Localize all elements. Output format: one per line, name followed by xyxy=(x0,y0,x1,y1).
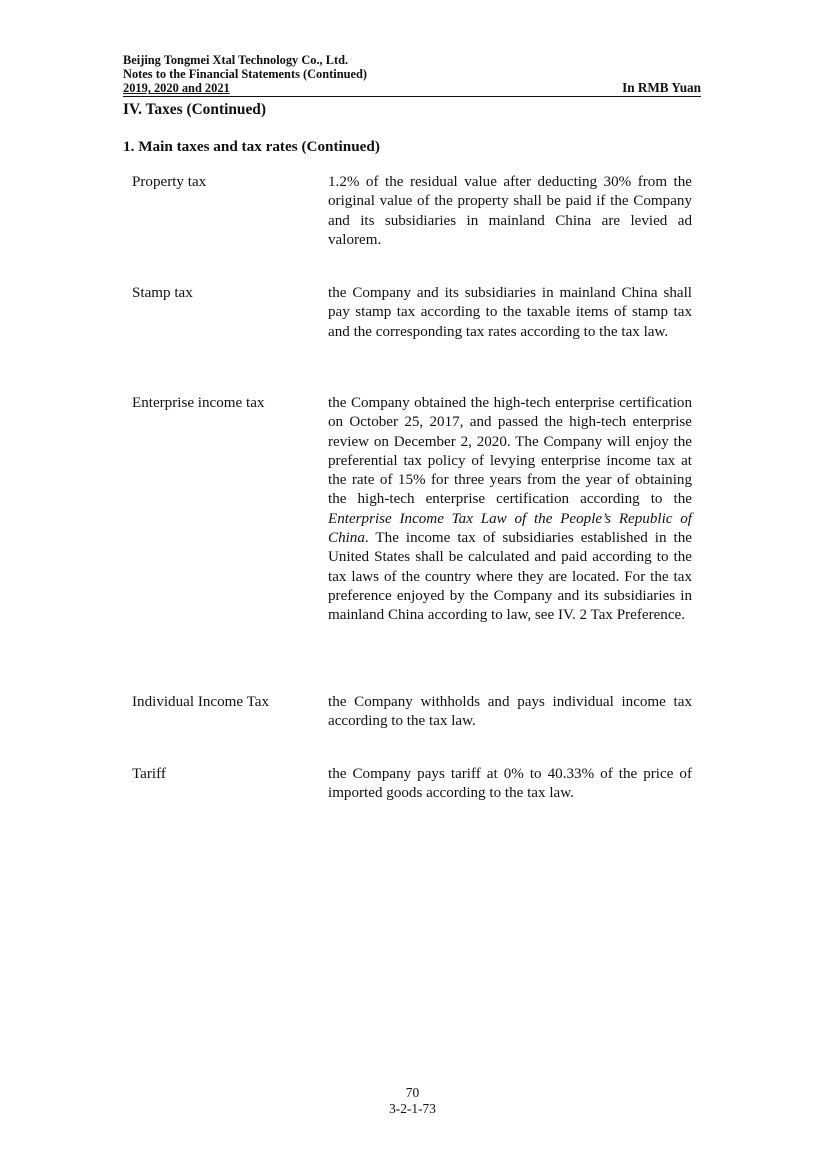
company-name: Beijing Tongmei Xtal Technology Co., Ltd. xyxy=(123,53,349,67)
tax-description: the Company and its subsidiaries in mainland China shall pay stamp tax according to the taxable items of stamp tax and the corresponding tax rates according to the tax law. xyxy=(328,285,692,340)
tax-description-part: the Company obtained the high-tech enterprise certification on October 25, 2017, and passed the high-tech enterprise review on December 2, 2020. The Company will enjoy the preferential tax policy of levying enterprise income tax at the rate of 15% for three years from the year of obtaining the high-tech enterprise certification according to the xyxy=(328,395,692,508)
tax-name: Property tax xyxy=(132,174,207,190)
page-header xyxy=(123,53,701,97)
page-number: 70 xyxy=(405,1085,420,1100)
tax-description: the Company pays tariff at 0% to 40.33% of the price of imported goods according to the tax law. xyxy=(328,766,692,802)
tax-description-part: . The income tax of subsidiaries established in the United States shall be calculated and paid according to the tax laws of the country where they are located. For the tax preference enjoyed by the Company and its subsidiaries in mainland China according to law, see IV. 2 Tax Preference. xyxy=(328,530,692,624)
tax-name: Individual Income Tax xyxy=(132,694,269,710)
tax-description: the Company withholds and pays individual income tax according to the tax law. xyxy=(328,694,692,730)
document-reference: 3-2-1-73 xyxy=(389,1101,436,1116)
reporting-years: 2019, 2020 and 2021 xyxy=(123,81,230,96)
law-title: Enterprise Income Tax Law of the People’s Republic of China xyxy=(328,510,692,547)
tax-description xyxy=(328,394,692,626)
section-title: IV. Taxes (Continued) xyxy=(123,101,266,118)
tax-name: Enterprise income tax xyxy=(132,395,265,411)
tax-name: Stamp tax xyxy=(132,285,193,301)
notes-title: Notes to the Financial Statements (Continued) xyxy=(123,67,368,82)
currency-note: In RMB Yuan xyxy=(622,80,701,96)
header-rule-row xyxy=(123,81,701,96)
tax-name: Tariff xyxy=(132,766,166,782)
tax-description: 1.2% of the residual value after deducting 30% from the original value of the property shall be paid if the Company and its subsidiaries in mainland China are levied ad valorem. xyxy=(328,174,692,248)
subsection-title: 1. Main taxes and tax rates (Continued) xyxy=(123,138,380,155)
